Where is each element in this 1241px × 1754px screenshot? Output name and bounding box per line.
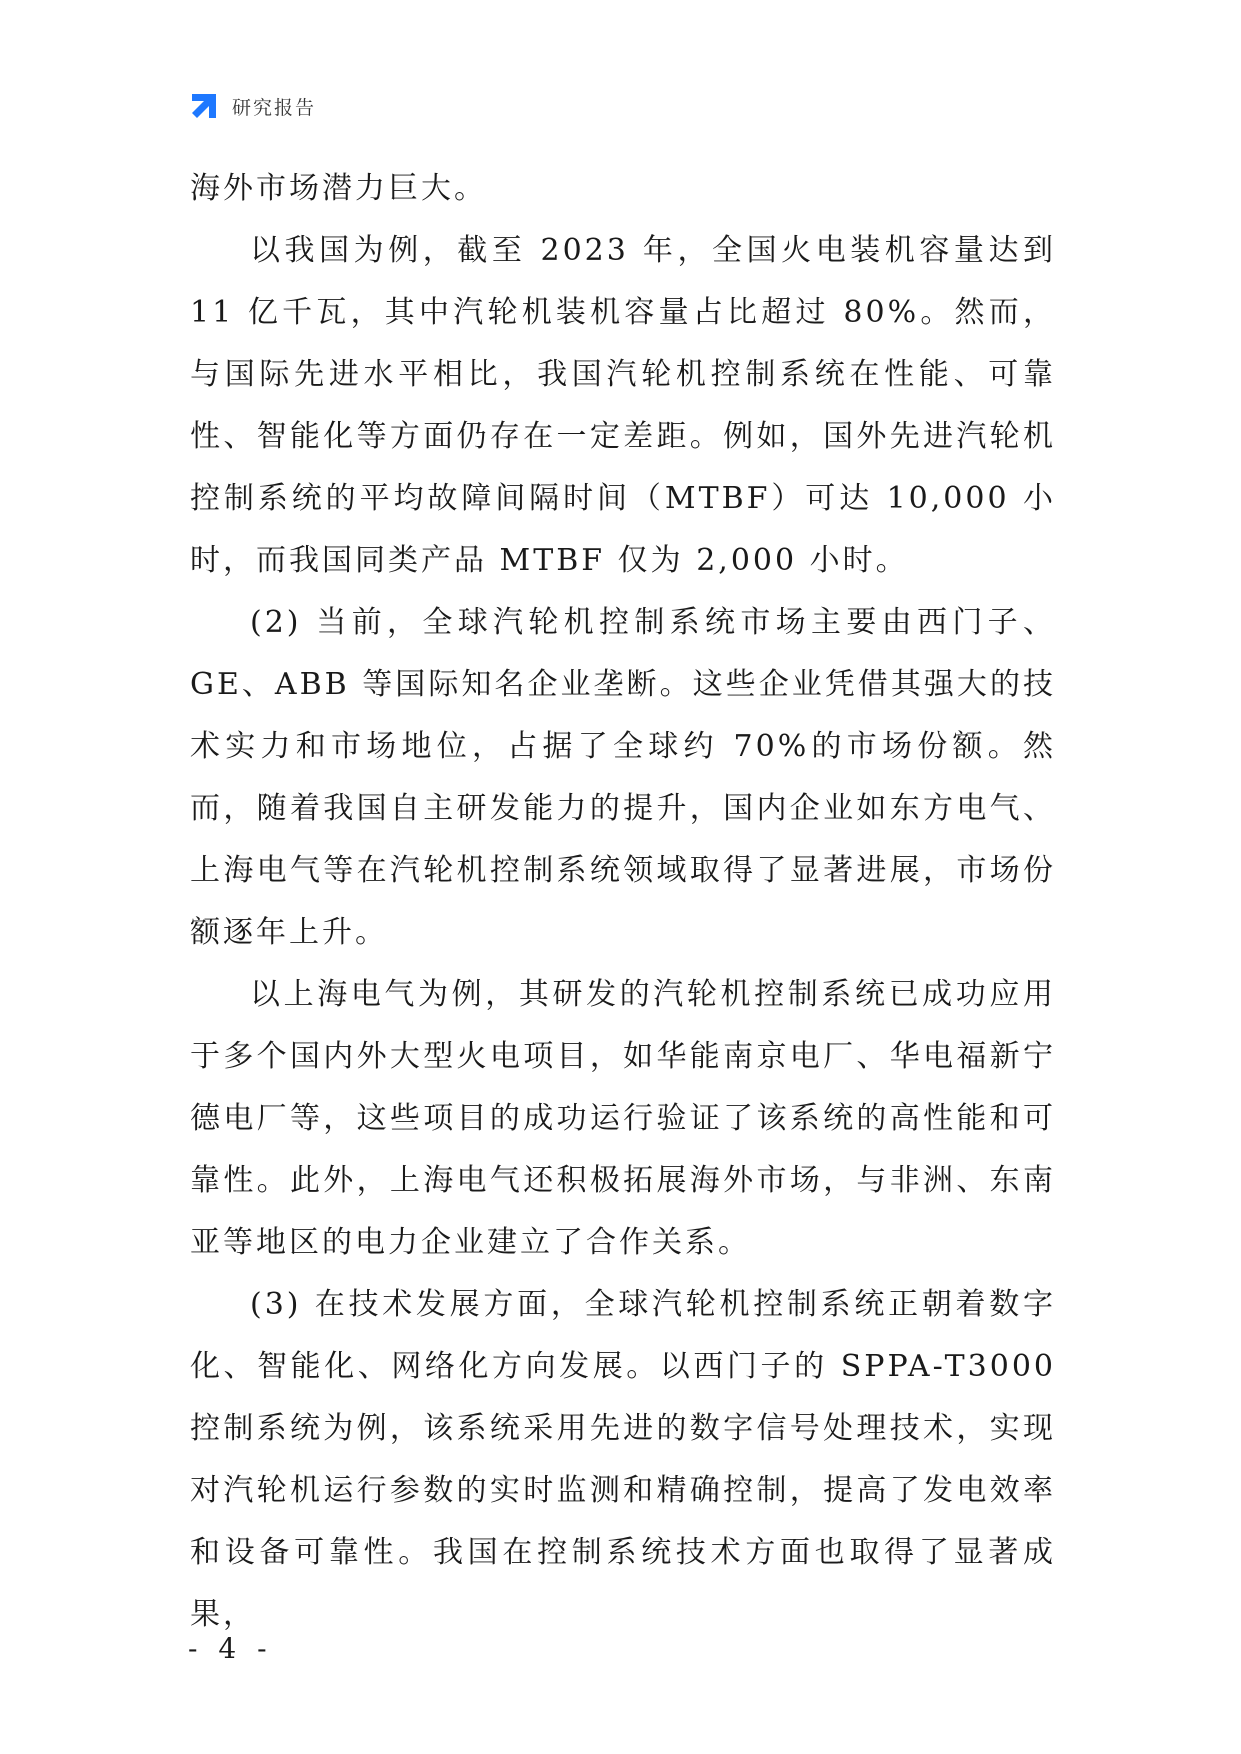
header-title: 研究报告	[232, 96, 317, 119]
paragraph: (3) 在技术发展方面，全球汽轮机控制系统正朝着数字化、智能化、网络化方向发展。以西门子的 SPPA-T3000 控制系统为例，该系统采用先进的数字信号处理技术，实现对汽轮机运行参数的实时监测和精确控制，提高了发电效率和设备可靠性。我国在控制系统技术方面也取得了显著成果，	[190, 1287, 1056, 1632]
paragraph: (2) 当前，全球汽轮机控制系统市场主要由西门子、GE、ABB 等国际知名企业垄断。这些企业凭借其强大的技术实力和市场地位，占据了全球约 70%的市场份额。然而，随着我国自主研发能力的提升，国内企业如东方电气、上海电气等在汽轮机控制系统领域取得了显著进展，市场份额逐年上升。	[190, 605, 1056, 950]
document-body	[190, 158, 1056, 1646]
paragraph: 以我国为例，截至 2023 年，全国火电装机容量达到 11 亿千瓦，其中汽轮机装机容量占比超过 80%。然而，与国际先进水平相比，我国汽轮机控制系统在性能、可靠性、智能化等方面仍存在一定差距。例如，国外先进汽轮机控制系统的平均故障间隔时间（MTBF）可达 10,000 小时，而我国同类产品 MTBF 仅为 2,000 小时。	[190, 233, 1056, 578]
report-header	[188, 88, 316, 124]
paragraph: 以上海电气为例，其研发的汽轮机控制系统已成功应用于多个国内外大型火电项目，如华能南京电厂、华电福新宁德电厂等，这些项目的成功运行验证了该系统的高性能和可靠性。此外，上海电气还积极拓展海外市场，与非洲、东南亚等地区的电力企业建立了合作关系。	[190, 977, 1056, 1260]
arrow-up-right-icon	[188, 90, 220, 122]
page-number: - 4 -	[188, 1632, 273, 1665]
paragraph-continuation: 海外市场潜力巨大。	[190, 171, 487, 206]
